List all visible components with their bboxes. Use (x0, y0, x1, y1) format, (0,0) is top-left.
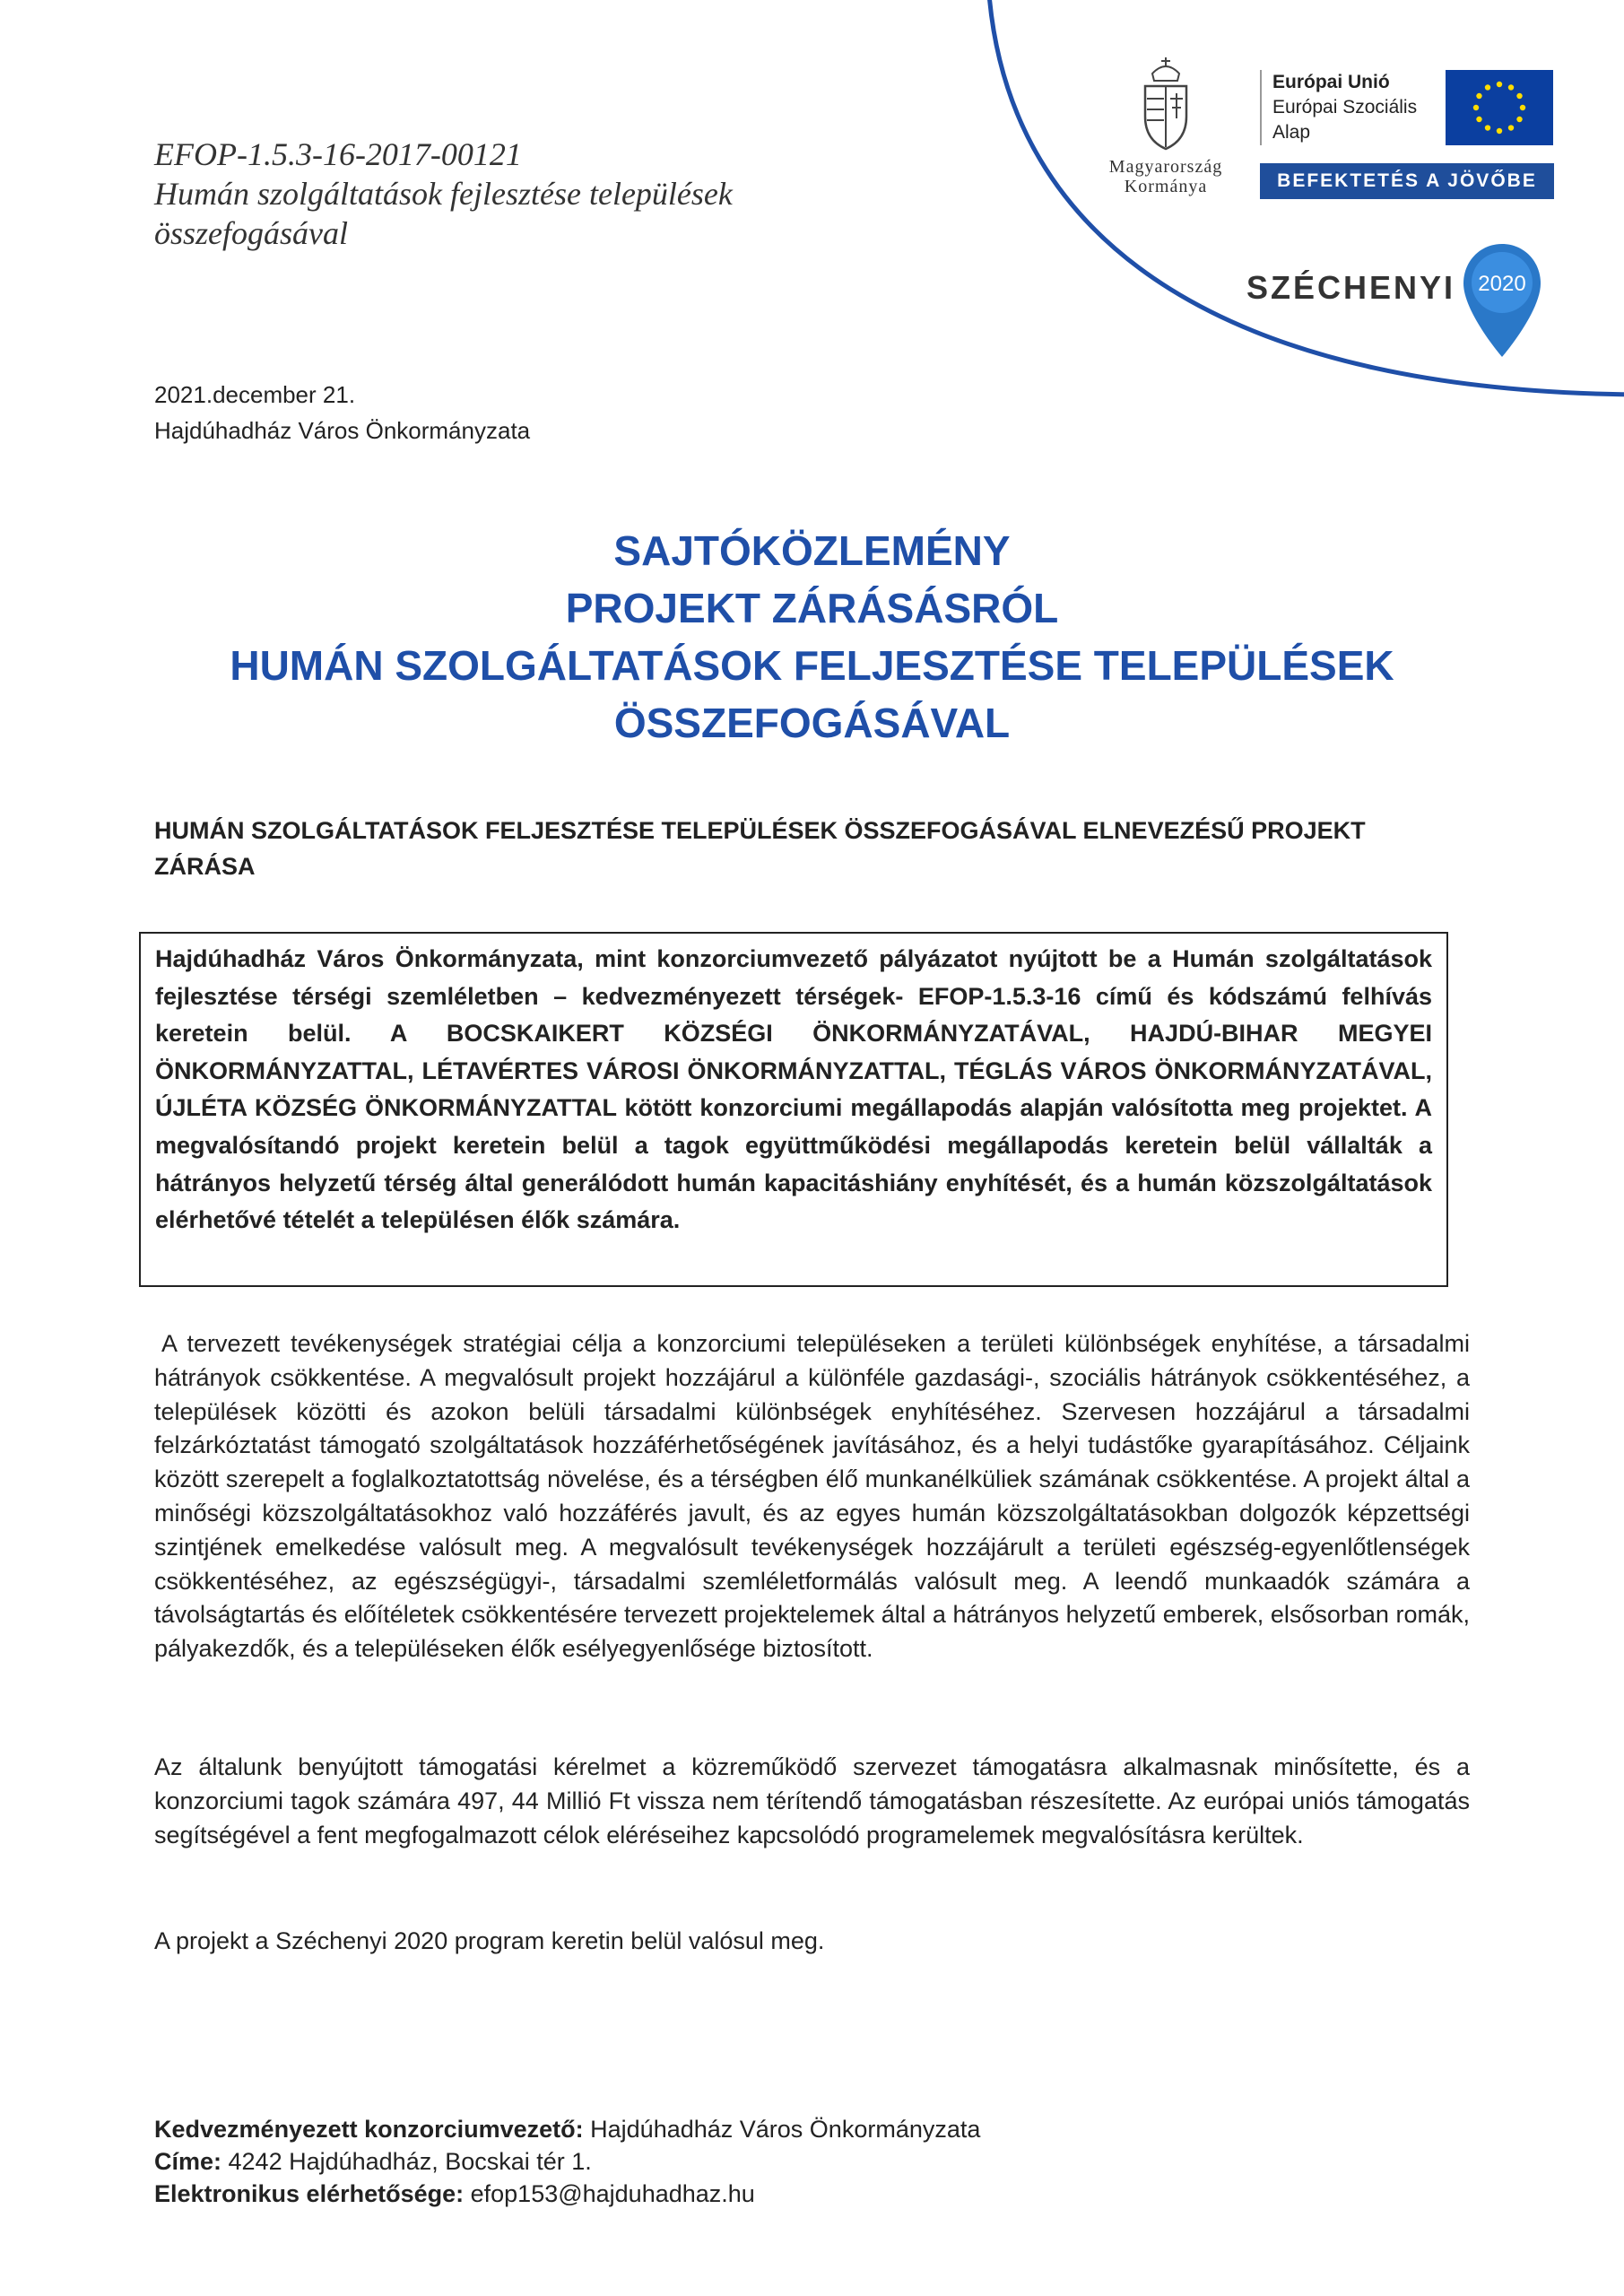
eu-star-icon (1520, 105, 1525, 110)
gov-logo-line1: Magyarország (1108, 157, 1223, 177)
eu-text-block (1260, 70, 1417, 145)
contact-footer (154, 2113, 980, 2210)
boxed-summary: Hajdúhadház Város Önkormányzata, mint konzorciumvezető pályázatot nyújtott be a Humán szolgáltatások fejlesztése térségi szemléletben – kedvezményezett térségek- EFOP-1.5.3-16 című és kódszámú felhívás keretein belül. A BOCSKAIKERT KÖZSÉGI ÖNKORMÁNYZATÁVAL, HAJDÚ-BIHAR MEGYEI ÖNKORMÁNYZATTAL, LÉTAVÉRTES VÁROSI ÖNKORMÁNYZATTAL, TÉGLÁS VÁROS ÖNKORMÁNYZATÁVAL, ÚJLÉTA KÖZSÉG ÖNKORMÁNYZATTAL kötött konzorciumi megállapodás alapján valósította meg projektet. A megvalósítandó projekt keretein belül a tagok együttműködési megállapodás keretein belül vállalták a hátrányos helyzetű térség által generálódott humán kapacitáshiány enyhítését, és a humán közszolgáltatások elérhetővé tételét a településen élők számára. (139, 932, 1448, 1287)
title-line3: HUMÁN SZOLGÁLTATÁSOK FELJESZTÉSE TELEPÜLÉSEK (230, 642, 1394, 689)
eu-banner: BEFEKTETÉS A JÖVŐBE (1260, 163, 1554, 199)
release-date: 2021.december 21. (154, 381, 356, 408)
project-code-block (154, 135, 800, 253)
email-value: efop153@hajduhadhaz.hu (464, 2180, 755, 2207)
eu-star-icon (1476, 117, 1481, 122)
email-row (154, 2178, 980, 2210)
email-label: Elektronikus elérhetősége: (154, 2180, 465, 2207)
eu-star-icon (1476, 93, 1481, 99)
gov-logo-line2: Kormánya (1124, 177, 1208, 196)
organization-name: Hajdúhadház Város Önkormányzata (154, 417, 531, 444)
title-line1: SAJTÓKÖZLEMÉNY (613, 527, 1011, 574)
coat-of-arms-icon (1134, 54, 1197, 152)
title-line4: ÖSSZEFOGÁSÁVAL (613, 700, 1011, 746)
beneficiary-label: Kedvezményezett konzorciumvezető: (154, 2116, 584, 2143)
szechenyi-pin-icon (1462, 242, 1542, 359)
address-value: 4242 Hajdúhadház, Bocskai tér 1. (221, 2148, 592, 2175)
header-arc (968, 0, 1624, 448)
address-label: Címe: (154, 2148, 222, 2175)
eu-star-icon (1516, 117, 1522, 122)
body-paragraph-3: A projekt a Széchenyi 2020 program keretin belül valósul meg. (154, 1927, 825, 1954)
eu-star-icon (1485, 84, 1490, 90)
government-logo (1085, 54, 1246, 196)
title-line2: PROJEKT ZÁRÁSÁSRÓL (565, 585, 1059, 631)
beneficiary-value: Hajdúhadház Város Önkormányzata (583, 2116, 981, 2143)
szechenyi-year: 2020 (1478, 272, 1526, 296)
project-code: EFOP-1.5.3-16-2017-00121 (154, 136, 522, 172)
body-paragraph-1: A tervezett tevékenységek stratégiai célja a konzorciumi településeken a területi különbségek enyhítése, a társadalmi hátrányok csökkentése. A megvalósult projekt hozzájárul a különféle gazdasági-, szociális hátrányok csökkentéséhez, a települések közötti és azokon belüli társadalmi különbségek enyhítéséhez. Szervesen hozzájárul a társadalmi felzárkóztatást támogató szolgáltatások hozzáférhetőségének javításához, és a helyi tudástőke gyarapításához. Céljaink között szerepelt a foglalkoztatottság növelése, és a térségben élő munkanélküliek számának csökkentése. A projekt által a minőségi közszolgáltatásokhoz való hozzáférés javult, és az egyes humán közszolgáltatásokban dolgozók képzettségi szintjének emelkedése valósult meg. A megvalósult tevékenységek hozzájárult a területi egészség-egyenlőtlenségek csökkentéséhez, az egészségügyi-, társadalmi szemléletformálás valósult meg. A leendő munkaadók számára a távolságtartás és előítéletek csökkentésére tervezett projektelemek által a hátrányos helyzetű emberek, elsősorban romák, pályakezdők, és a településeken élők esélyegyenlősége biztosított. (154, 1330, 1470, 1663)
eu-line1: Európai Unió (1272, 72, 1390, 92)
eu-star-icon (1473, 105, 1479, 110)
eu-line3: Alap (1272, 122, 1311, 143)
body-paragraph-2: Az általunk benyújtott támogatási kérelmet a közreműködő szervezet támogatásra alkalmasnak minősítette, és a konzorciumi tagok számára 497, 44 Millió Ft vissza nem térítendő támogatásban részesítette. Az európai uniós támogatás segítségével a fent megfogalmazott célok eléréseihez kapcsolódó programelemek megvalósításra kerültek. (154, 1753, 1470, 1848)
szechenyi-logo-text: SZÉCHENYI (1246, 269, 1456, 306)
eu-star-icon (1508, 84, 1514, 90)
eu-line2: Európai Szociális (1272, 97, 1418, 117)
eu-star-icon (1508, 125, 1514, 130)
eu-star-icon (1497, 82, 1502, 87)
eu-star-icon (1497, 128, 1502, 134)
project-title-line2: összefogásával (154, 215, 348, 251)
page-title (154, 522, 1470, 752)
eu-star-icon (1485, 125, 1490, 130)
address-row (154, 2145, 980, 2178)
subtitle: HUMÁN SZOLGÁLTATÁSOK FELJESZTÉSE TELEPÜLÉSEK ÖSSZEFOGÁSÁVAL ELNEVEZÉSŰ PROJEKT ZÁRÁSA (154, 817, 1366, 880)
meta-block (154, 377, 530, 448)
eu-flag-icon (1446, 70, 1553, 145)
beneficiary-row (154, 2113, 980, 2145)
eu-star-icon (1516, 93, 1522, 99)
project-title-line1: Humán szolgáltatások fejlesztése települések (154, 176, 733, 212)
